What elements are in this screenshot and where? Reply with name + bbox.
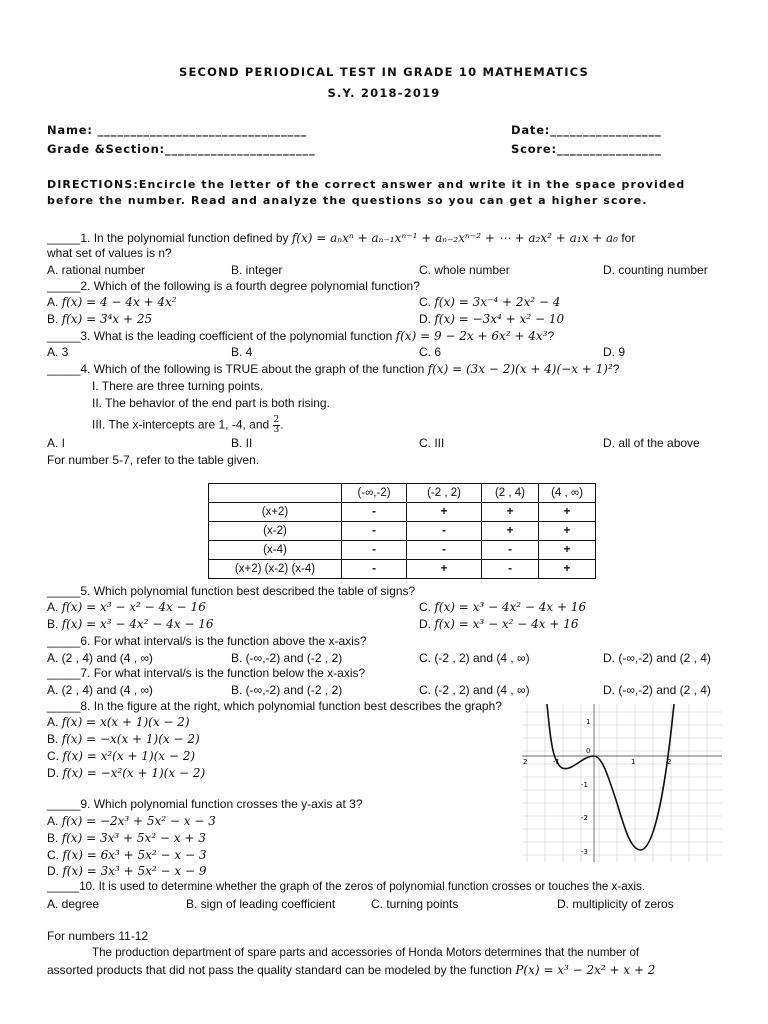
q6-option-a: A. (2 , 4) and (4 , ∞) xyxy=(47,651,153,665)
q1-stem-text: _____1. In the polynomial function defined by xyxy=(47,231,289,245)
sign-cell: - xyxy=(342,541,407,560)
sign-cell: - xyxy=(342,560,407,579)
q2-option-c xyxy=(419,295,560,309)
q10-option-a: A. degree xyxy=(47,897,100,911)
q3-option-b: B. 4 xyxy=(231,345,253,359)
q5-option-b xyxy=(47,617,213,631)
q4-stem-end: ? xyxy=(612,362,620,376)
q1-option-d: D. counting number xyxy=(603,263,708,277)
q2-option-d xyxy=(419,312,564,326)
q9-option-d xyxy=(47,864,206,878)
sign-table-head-4: (4 , ∞) xyxy=(539,484,596,503)
q10-option-d: D. multiplicity of zeros xyxy=(557,897,674,911)
q3-option-c: C. 6 xyxy=(419,345,442,359)
q1-stem-2: what set of values is n? xyxy=(47,246,172,260)
sign-cell: + xyxy=(539,522,596,541)
q8-graph xyxy=(522,704,722,862)
q7-option-a: A. (2 , 4) and (4 , ∞) xyxy=(47,683,153,697)
q7-option-c: C. (-2 , 2) and (4 , ∞) xyxy=(419,683,530,697)
graph-y-tick: -3 xyxy=(581,848,588,856)
q8-c-formula: f(x) = x²(x + 1)(x − 2) xyxy=(62,749,196,763)
score-field: Score:________________ xyxy=(511,142,662,156)
paragraph-line-1: The production department of spare parts and accessories of Honda Motors determines that the number of xyxy=(92,946,640,959)
q5-a-letter: A. xyxy=(47,600,59,614)
q9-option-c xyxy=(47,848,206,862)
q4-stem xyxy=(47,362,619,376)
q1-option-b: B. integer xyxy=(231,263,283,277)
test-title: SECOND PERIODICAL TEST IN GRADE 10 MATHEMATICS xyxy=(178,65,590,79)
q5-d-formula: f(x) = x³ − x² − 4x + 16 xyxy=(434,617,579,631)
q4-fraction-num: 2 xyxy=(273,415,280,425)
sign-cell: + xyxy=(539,560,596,579)
q2-d-formula: f(x) = −3x⁴ + x² − 10 xyxy=(434,312,565,326)
q2-option-a xyxy=(47,295,177,309)
graph-x-tick: 2 xyxy=(667,758,672,766)
q9-c-formula: f(x) = 6x³ + 5x² − x − 3 xyxy=(62,848,207,862)
sign-cell: + xyxy=(407,560,482,579)
q4-fraction-den: 3 xyxy=(273,425,280,435)
table-row xyxy=(209,522,596,541)
q8-stem: _____8. In the figure at the right, which polynomial function best describes the graph? xyxy=(47,699,502,713)
sign-table-corner xyxy=(209,484,342,503)
row-label: (x-2) xyxy=(209,522,342,541)
q4-fraction xyxy=(273,416,281,435)
q7-option-d: D. (-∞,-2) and (2 , 4) xyxy=(603,683,711,697)
school-year: S.Y. 2018-2019 xyxy=(327,86,441,100)
q8-d-letter: D. xyxy=(47,766,59,780)
sign-cell: - xyxy=(407,541,482,560)
row-label: (x-4) xyxy=(209,541,342,560)
paragraph-line-2-text: assorted products that did not pass the quality standard can be modeled by the function xyxy=(47,963,512,977)
q8-b-letter: B. xyxy=(47,732,59,746)
q8-d-formula: f(x) = −x²(x + 1)(x − 2) xyxy=(62,766,206,780)
q3-stem-end: ? xyxy=(547,329,555,343)
q2-d-letter: D. xyxy=(419,312,431,326)
sign-cell: + xyxy=(539,503,596,522)
q1-stem-end: for xyxy=(621,231,636,245)
q2-c-letter: C. xyxy=(419,295,431,309)
table-row xyxy=(209,541,596,560)
q6-option-b: B. (-∞,-2) and (-2 , 2) xyxy=(231,651,343,665)
q5-c-letter: C. xyxy=(419,600,431,614)
q4-formula: f(x) = (3x − 2)(x + 4)(−x + 1)² xyxy=(427,362,613,376)
q9-a-formula: f(x) = −2x³ + 5x² − x − 3 xyxy=(61,814,216,828)
ref-numbers-11-12: For numbers 11-12 xyxy=(47,929,149,943)
q9-a-letter: A. xyxy=(47,814,59,828)
graph-x-tick: 2 xyxy=(523,758,528,766)
q8-option-c xyxy=(47,749,195,763)
q4-option-d: D. all of the above xyxy=(603,436,700,450)
q8-b-formula: f(x) = −x(x + 1)(x − 2) xyxy=(61,732,200,746)
q8-c-letter: C. xyxy=(47,749,59,763)
q9-b-letter: B. xyxy=(47,831,59,845)
q9-option-a xyxy=(47,814,216,828)
q9-option-b xyxy=(47,831,206,845)
q3-formula: f(x) = 9 − 2x + 6x² + 4x³ xyxy=(395,329,548,343)
name-field: Name: ________________________________ xyxy=(47,123,308,137)
graph-x-tick: 1 xyxy=(631,758,636,766)
q9-stem: _____9. Which polynomial function crosses the y-axis at 3? xyxy=(47,797,363,811)
directions-line-2: before the number. Read and analyze the questions so you can get a higher score. xyxy=(47,194,648,207)
sign-cell: - xyxy=(407,522,482,541)
q2-stem: _____2. Which of the following is a fourth degree polynomial function? xyxy=(47,279,420,293)
sign-cell: + xyxy=(539,541,596,560)
q4-option-a: A. I xyxy=(47,436,66,450)
q10-stem: _____10. It is used to determine whether the graph of the zeros of polynomial function crosses or touches the x-axis. xyxy=(47,880,646,893)
q2-option-b xyxy=(47,312,152,326)
graph-y-tick: 0 xyxy=(586,747,591,755)
sign-table xyxy=(208,483,596,579)
table-row xyxy=(209,503,596,522)
q6-option-c: C. (-2 , 2) and (4 , ∞) xyxy=(419,651,530,665)
graph-y-tick: 1 xyxy=(586,718,591,726)
sign-cell: + xyxy=(482,522,539,541)
q8-a-formula: f(x) = x(x + 1)(x − 2) xyxy=(61,715,190,729)
q4-statement-3-text: III. The x-intercepts are 1, -4, and xyxy=(92,417,270,432)
q8-option-d xyxy=(47,766,205,780)
q10-option-b: B. sign of leading coefficient xyxy=(186,897,336,911)
q1-formula: f(x) = aₙxⁿ + aₙ₋₁xⁿ⁻¹ + aₙ₋₂xⁿ⁻² + ⋯ + a₂x² + a₁x + a₀ xyxy=(291,231,618,245)
row-label: (x+2) xyxy=(209,503,342,522)
q10-option-c: C. turning points xyxy=(371,897,459,911)
q1-stem xyxy=(47,231,635,245)
q5-b-letter: B. xyxy=(47,617,59,631)
q8-option-b xyxy=(47,732,200,746)
q2-a-letter: A. xyxy=(47,295,59,309)
sign-table-header xyxy=(209,484,596,503)
sign-cell: + xyxy=(482,503,539,522)
graph-x-tick: -1 xyxy=(553,758,560,766)
q7-stem: _____7. For what interval/s is the function below the x-axis? xyxy=(47,666,366,680)
q4-option-b: B. II xyxy=(231,436,253,450)
q6-option-d: D. (-∞,-2) and (2 , 4) xyxy=(603,651,711,665)
q5-option-a xyxy=(47,600,206,614)
sign-cell: - xyxy=(342,522,407,541)
q3-stem-text: _____3. What is the leading coefficient of the polynomial function xyxy=(47,329,393,343)
grade-section-field: Grade &Section:_______________________ xyxy=(47,142,316,156)
q7-option-b: B. (-∞,-2) and (-2 , 2) xyxy=(231,683,343,697)
q4-stem-text: _____4. Which of the following is TRUE about the graph of the function xyxy=(47,362,425,376)
graph-grid xyxy=(522,704,722,862)
sign-cell: - xyxy=(342,503,407,522)
q4-option-c: C. III xyxy=(419,436,445,450)
q5-stem: _____5. Which polynomial function best described the table of signs? xyxy=(47,584,416,598)
sign-table-head-1: (-∞,-2) xyxy=(342,484,407,503)
q2-b-letter: B. xyxy=(47,312,59,326)
q4-statement-1: I. There are three turning points. xyxy=(92,379,264,393)
q2-a-formula: f(x) = 4 − 4x + 4x² xyxy=(61,295,177,309)
row-label: (x+2) (x-2) (x-4) xyxy=(209,560,342,579)
table-row xyxy=(209,560,596,579)
q5-option-c xyxy=(419,600,586,614)
graph-y-tick: -1 xyxy=(581,781,588,789)
sign-cell: - xyxy=(482,560,539,579)
sign-cell: + xyxy=(407,503,482,522)
q5-d-letter: D. xyxy=(419,617,431,631)
q9-d-formula: f(x) = 3x³ + 5x² − x − 9 xyxy=(62,864,207,878)
q8-option-a xyxy=(47,715,190,729)
q3-option-a: A. 3 xyxy=(47,345,69,359)
date-field: Date:_________________ xyxy=(511,123,662,137)
graph-y-tick: -2 xyxy=(581,814,588,822)
q5-a-formula: f(x) = x³ − x² − 4x − 16 xyxy=(61,600,206,614)
q2-c-formula: f(x) = 3x⁻⁴ + 2x² − 4 xyxy=(434,295,561,309)
paragraph-line-2 xyxy=(47,963,655,977)
q2-b-formula: f(x) = 3⁴x + 25 xyxy=(61,312,153,326)
q1-option-a: A. rational number xyxy=(47,263,146,277)
q1-option-c: C. whole number xyxy=(419,263,510,277)
q4-statement-3: III. The x-intercepts are 1, -4, and $\frac{2}{3}$ . xyxy=(92,415,284,435)
q5-c-formula: f(x) = x³ − 4x² − 4x + 16 xyxy=(434,600,587,614)
q6-stem: _____6. For what interval/s is the function above the x-axis? xyxy=(47,634,367,648)
q5-option-d xyxy=(419,617,578,631)
q5-b-formula: f(x) = x³ − 4x² − 4x − 16 xyxy=(61,617,214,631)
directions-line-1: DIRECTIONS:Encircle the letter of the correct answer and write it in the space provided xyxy=(47,178,686,191)
q3-option-d: D. 9 xyxy=(603,345,626,359)
q9-b-formula: f(x) = 3x³ + 5x² − x + 3 xyxy=(61,831,206,845)
q9-c-letter: C. xyxy=(47,848,59,862)
sign-table-head-3: (2 , 4) xyxy=(482,484,539,503)
q3-stem xyxy=(47,329,554,343)
sign-table-head-2: (-2 , 2) xyxy=(407,484,482,503)
paragraph-formula: P(x) = x³ − 2x² + x + 2 xyxy=(515,963,656,977)
sign-cell: - xyxy=(482,541,539,560)
q8-a-letter: A. xyxy=(47,715,59,729)
q9-d-letter: D. xyxy=(47,864,59,878)
ref-numbers-5-7: For number 5-7, refer to the table given. xyxy=(47,453,260,467)
q4-statement-2: II. The behavior of the end part is both rising. xyxy=(92,396,330,410)
